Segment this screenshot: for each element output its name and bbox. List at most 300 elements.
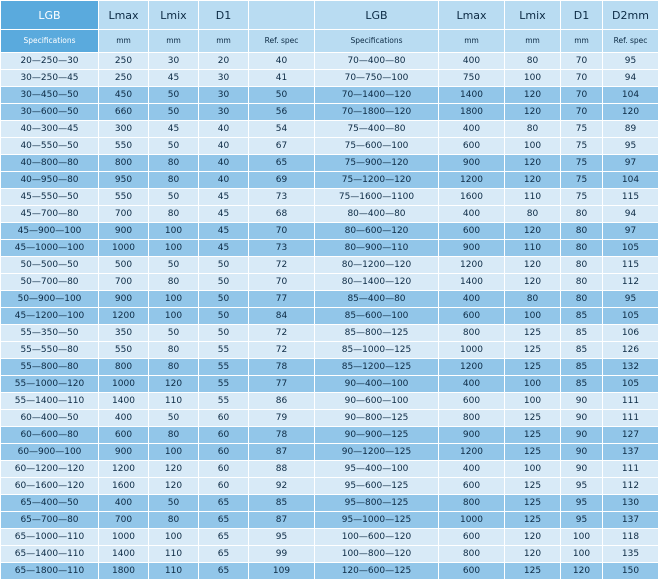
cell-d1-right: 80 xyxy=(561,223,603,240)
cell-lmix-left: 100 xyxy=(149,529,199,546)
cell-d1-right: 80 xyxy=(561,240,603,257)
cell-d2-right: 105 xyxy=(603,240,659,257)
cell-d2-right: 95 xyxy=(603,291,659,308)
table-row xyxy=(1,376,659,393)
cell-lgb-left: 55—1400—110 xyxy=(1,393,99,410)
cell-d1-left: 50 xyxy=(199,291,249,308)
cell-d1-left: 55 xyxy=(199,342,249,359)
subheader-ref-right: Ref. spec xyxy=(603,30,659,53)
cell-lmax-right: 600 xyxy=(439,478,505,495)
cell-lmax-right: 600 xyxy=(439,393,505,410)
cell-lmax-left: 600 xyxy=(99,427,149,444)
cell-lmax-right: 1000 xyxy=(439,342,505,359)
cell-lmax-right: 900 xyxy=(439,427,505,444)
table-row xyxy=(1,121,659,138)
cell-ref-left: 78 xyxy=(249,427,315,444)
cell-lgb-right: 100—600—120 xyxy=(315,529,439,546)
cell-d1-right: 70 xyxy=(561,87,603,104)
cell-lmax-right: 600 xyxy=(439,529,505,546)
cell-lgb-left: 65—1000—110 xyxy=(1,529,99,546)
cell-ref-left: 70 xyxy=(249,274,315,291)
cell-lmix-left: 100 xyxy=(149,240,199,257)
cell-d1-right: 120 xyxy=(561,563,603,580)
cell-lmix-right: 125 xyxy=(505,410,561,427)
cell-lmax-right: 1800 xyxy=(439,104,505,121)
cell-d1-right: 75 xyxy=(561,138,603,155)
cell-d1-left: 65 xyxy=(199,529,249,546)
cell-lmax-left: 1400 xyxy=(99,546,149,563)
cell-ref-left: 85 xyxy=(249,495,315,512)
cell-lgb-left: 60—1600—120 xyxy=(1,478,99,495)
cell-d1-left: 30 xyxy=(199,87,249,104)
cell-lmix-right: 125 xyxy=(505,563,561,580)
cell-d2-right: 105 xyxy=(603,376,659,393)
cell-lgb-left: 60—400—50 xyxy=(1,410,99,427)
cell-lgb-left: 60—1200—120 xyxy=(1,461,99,478)
cell-lmax-left: 550 xyxy=(99,138,149,155)
cell-ref-left: 68 xyxy=(249,206,315,223)
cell-lgb-right: 75—600—100 xyxy=(315,138,439,155)
cell-lmax-left: 400 xyxy=(99,410,149,427)
header-d2-right: D2mm xyxy=(603,1,659,30)
cell-lmix-left: 120 xyxy=(149,461,199,478)
cell-d2-right: 135 xyxy=(603,546,659,563)
cell-d1-left: 45 xyxy=(199,240,249,257)
cell-lgb-right: 100—800—120 xyxy=(315,546,439,563)
cell-lmix-right: 110 xyxy=(505,189,561,206)
cell-lmix-left: 30 xyxy=(149,53,199,70)
cell-lmax-right: 1400 xyxy=(439,87,505,104)
table-row xyxy=(1,257,659,274)
cell-d1-right: 75 xyxy=(561,189,603,206)
cell-ref-left: 73 xyxy=(249,189,315,206)
cell-ref-left: 77 xyxy=(249,291,315,308)
cell-d2-right: 111 xyxy=(603,410,659,427)
cell-lmix-left: 50 xyxy=(149,257,199,274)
cell-d1-left: 65 xyxy=(199,563,249,580)
table-row xyxy=(1,189,659,206)
cell-ref-left: 87 xyxy=(249,512,315,529)
cell-d1-right: 75 xyxy=(561,121,603,138)
cell-d2-right: 95 xyxy=(603,138,659,155)
cell-ref-left: 72 xyxy=(249,342,315,359)
cell-lmax-right: 750 xyxy=(439,70,505,87)
subheader-spec-left: Specifications xyxy=(1,30,99,53)
table-row xyxy=(1,104,659,121)
cell-d2-right: 120 xyxy=(603,104,659,121)
cell-ref-left: 77 xyxy=(249,376,315,393)
cell-lgb-right: 80—1400—120 xyxy=(315,274,439,291)
cell-lmax-left: 550 xyxy=(99,342,149,359)
cell-lmix-right: 120 xyxy=(505,172,561,189)
cell-lgb-left: 55—1000—120 xyxy=(1,376,99,393)
subheader-unit-d1-right: mm xyxy=(561,30,603,53)
cell-lmax-right: 400 xyxy=(439,376,505,393)
cell-lgb-left: 55—800—80 xyxy=(1,359,99,376)
cell-lmax-right: 1400 xyxy=(439,274,505,291)
cell-d1-right: 95 xyxy=(561,478,603,495)
cell-lmix-left: 120 xyxy=(149,478,199,495)
cell-d1-right: 85 xyxy=(561,325,603,342)
cell-lgb-right: 120—600—125 xyxy=(315,563,439,580)
cell-lmix-right: 110 xyxy=(505,240,561,257)
cell-d2-right: 106 xyxy=(603,325,659,342)
header-d1-left: D1 xyxy=(199,1,249,30)
cell-lmax-left: 500 xyxy=(99,257,149,274)
cell-lmix-right: 125 xyxy=(505,427,561,444)
header-lmax-left: Lmax xyxy=(99,1,149,30)
cell-d1-left: 20 xyxy=(199,53,249,70)
cell-d1-left: 50 xyxy=(199,257,249,274)
cell-lgb-left: 40—800—80 xyxy=(1,155,99,172)
cell-d1-left: 45 xyxy=(199,206,249,223)
table-row xyxy=(1,393,659,410)
cell-lgb-right: 95—600—125 xyxy=(315,478,439,495)
cell-lmax-left: 900 xyxy=(99,444,149,461)
header-lgb-right: LGB xyxy=(315,1,439,30)
cell-lmix-left: 100 xyxy=(149,223,199,240)
cell-lmax-left: 1200 xyxy=(99,308,149,325)
subheader-spec-right: Specifications xyxy=(315,30,439,53)
cell-lmax-left: 660 xyxy=(99,104,149,121)
cell-lmix-left: 110 xyxy=(149,563,199,580)
cell-d1-left: 60 xyxy=(199,410,249,427)
cell-lmax-left: 1200 xyxy=(99,461,149,478)
cell-d1-right: 70 xyxy=(561,104,603,121)
cell-ref-left: 99 xyxy=(249,546,315,563)
table-row xyxy=(1,240,659,257)
cell-lgb-right: 80—600—120 xyxy=(315,223,439,240)
cell-d1-right: 85 xyxy=(561,342,603,359)
subheader-ref-left: Ref. spec xyxy=(249,30,315,53)
cell-lmix-left: 110 xyxy=(149,546,199,563)
cell-d1-left: 60 xyxy=(199,478,249,495)
cell-lmax-right: 1000 xyxy=(439,512,505,529)
cell-d2-right: 95 xyxy=(603,53,659,70)
cell-d1-right: 70 xyxy=(561,70,603,87)
cell-ref-left: 56 xyxy=(249,104,315,121)
cell-ref-left: 88 xyxy=(249,461,315,478)
table-row xyxy=(1,172,659,189)
cell-lmax-right: 900 xyxy=(439,155,505,172)
table-row xyxy=(1,427,659,444)
cell-lmix-right: 80 xyxy=(505,206,561,223)
cell-lmix-left: 80 xyxy=(149,172,199,189)
cell-lmax-right: 400 xyxy=(439,291,505,308)
cell-lgb-right: 75—1600—1100 xyxy=(315,189,439,206)
cell-d1-right: 75 xyxy=(561,172,603,189)
cell-lmax-left: 950 xyxy=(99,172,149,189)
cell-lmix-left: 80 xyxy=(149,359,199,376)
cell-lgb-right: 85—400—80 xyxy=(315,291,439,308)
cell-lmax-left: 900 xyxy=(99,291,149,308)
cell-lmax-left: 250 xyxy=(99,70,149,87)
cell-lgb-right: 85—1000—125 xyxy=(315,342,439,359)
cell-lmax-right: 800 xyxy=(439,410,505,427)
cell-d2-right: 126 xyxy=(603,342,659,359)
cell-ref-left: 86 xyxy=(249,393,315,410)
cell-d2-right: 111 xyxy=(603,461,659,478)
cell-lmix-left: 80 xyxy=(149,274,199,291)
cell-d2-right: 130 xyxy=(603,495,659,512)
table-row xyxy=(1,478,659,495)
cell-ref-left: 72 xyxy=(249,257,315,274)
cell-lmix-right: 100 xyxy=(505,376,561,393)
cell-d1-right: 75 xyxy=(561,155,603,172)
cell-d2-right: 137 xyxy=(603,512,659,529)
cell-lmix-right: 120 xyxy=(505,257,561,274)
cell-ref-left: 79 xyxy=(249,410,315,427)
cell-d2-right: 89 xyxy=(603,121,659,138)
cell-lgb-left: 55—550—80 xyxy=(1,342,99,359)
cell-lmix-left: 100 xyxy=(149,291,199,308)
cell-lgb-right: 80—400—80 xyxy=(315,206,439,223)
cell-lgb-left: 40—300—45 xyxy=(1,121,99,138)
cell-d1-left: 55 xyxy=(199,359,249,376)
cell-d2-right: 97 xyxy=(603,155,659,172)
header-d1-right: D1 xyxy=(561,1,603,30)
table-row xyxy=(1,87,659,104)
table-row xyxy=(1,70,659,87)
cell-d2-right: 111 xyxy=(603,393,659,410)
cell-lmix-right: 80 xyxy=(505,291,561,308)
cell-lgb-right: 90—900—125 xyxy=(315,427,439,444)
cell-lmix-left: 45 xyxy=(149,70,199,87)
cell-d1-left: 30 xyxy=(199,104,249,121)
cell-d2-right: 132 xyxy=(603,359,659,376)
cell-lmix-right: 100 xyxy=(505,393,561,410)
cell-lmix-left: 100 xyxy=(149,308,199,325)
table-row xyxy=(1,138,659,155)
cell-d1-right: 80 xyxy=(561,274,603,291)
cell-lmix-right: 125 xyxy=(505,478,561,495)
cell-d2-right: 150 xyxy=(603,563,659,580)
cell-lmix-right: 120 xyxy=(505,223,561,240)
cell-lmix-left: 50 xyxy=(149,325,199,342)
cell-d2-right: 115 xyxy=(603,257,659,274)
cell-lgb-left: 20—250—30 xyxy=(1,53,99,70)
cell-lmix-left: 100 xyxy=(149,444,199,461)
cell-d1-right: 80 xyxy=(561,291,603,308)
cell-ref-left: 87 xyxy=(249,444,315,461)
table-row xyxy=(1,410,659,427)
cell-d1-left: 60 xyxy=(199,461,249,478)
cell-ref-left: 78 xyxy=(249,359,315,376)
cell-lgb-left: 45—1000—100 xyxy=(1,240,99,257)
cell-lgb-right: 90—800—125 xyxy=(315,410,439,427)
subheader-unit-lmix-left: mm xyxy=(149,30,199,53)
cell-lmax-right: 800 xyxy=(439,546,505,563)
cell-lmax-right: 400 xyxy=(439,121,505,138)
cell-lmax-right: 600 xyxy=(439,223,505,240)
header-lmix-left: Lmix xyxy=(149,1,199,30)
cell-lgb-right: 70—1400—120 xyxy=(315,87,439,104)
table-row xyxy=(1,359,659,376)
table-row xyxy=(1,206,659,223)
cell-lmix-right: 125 xyxy=(505,444,561,461)
cell-lgb-right: 85—800—125 xyxy=(315,325,439,342)
cell-lmix-left: 45 xyxy=(149,121,199,138)
cell-lgb-left: 60—900—100 xyxy=(1,444,99,461)
cell-lmax-left: 1800 xyxy=(99,563,149,580)
cell-lgb-right: 80—1200—120 xyxy=(315,257,439,274)
cell-ref-left: 67 xyxy=(249,138,315,155)
cell-lgb-right: 90—400—100 xyxy=(315,376,439,393)
cell-lmix-right: 120 xyxy=(505,104,561,121)
cell-lgb-left: 65—400—50 xyxy=(1,495,99,512)
cell-lgb-right: 90—600—100 xyxy=(315,393,439,410)
subheader-unit-lmix-right: mm xyxy=(505,30,561,53)
cell-lmix-left: 50 xyxy=(149,138,199,155)
cell-lmax-right: 800 xyxy=(439,495,505,512)
cell-lmax-right: 400 xyxy=(439,53,505,70)
cell-lmix-right: 125 xyxy=(505,359,561,376)
cell-lmax-left: 700 xyxy=(99,512,149,529)
table-row xyxy=(1,342,659,359)
cell-lmix-left: 80 xyxy=(149,512,199,529)
cell-lmax-right: 800 xyxy=(439,325,505,342)
cell-d1-left: 30 xyxy=(199,70,249,87)
cell-lgb-left: 60—600—80 xyxy=(1,427,99,444)
cell-d1-left: 65 xyxy=(199,546,249,563)
header-ref-left xyxy=(249,1,315,30)
cell-lgb-left: 65—1400—110 xyxy=(1,546,99,563)
cell-lgb-left: 50—500—50 xyxy=(1,257,99,274)
cell-lmax-left: 1000 xyxy=(99,376,149,393)
cell-d2-right: 118 xyxy=(603,529,659,546)
cell-lmax-right: 600 xyxy=(439,138,505,155)
cell-lmix-left: 50 xyxy=(149,189,199,206)
cell-d1-right: 100 xyxy=(561,529,603,546)
cell-lmax-left: 1600 xyxy=(99,478,149,495)
cell-lmix-right: 120 xyxy=(505,529,561,546)
table-body xyxy=(1,53,659,580)
cell-d1-left: 40 xyxy=(199,138,249,155)
cell-lmax-left: 1000 xyxy=(99,529,149,546)
cell-d1-left: 45 xyxy=(199,189,249,206)
cell-lmix-left: 50 xyxy=(149,410,199,427)
cell-ref-left: 40 xyxy=(249,53,315,70)
cell-lmix-right: 100 xyxy=(505,70,561,87)
cell-lgb-left: 65—1800—110 xyxy=(1,563,99,580)
cell-lmix-right: 120 xyxy=(505,274,561,291)
cell-d1-left: 60 xyxy=(199,444,249,461)
cell-lmix-right: 120 xyxy=(505,546,561,563)
cell-lmax-right: 1200 xyxy=(439,359,505,376)
cell-lgb-right: 95—800—125 xyxy=(315,495,439,512)
cell-d2-right: 105 xyxy=(603,308,659,325)
cell-lmax-right: 900 xyxy=(439,240,505,257)
cell-lmax-left: 450 xyxy=(99,87,149,104)
cell-d1-right: 80 xyxy=(561,257,603,274)
cell-lgb-right: 90—1200—125 xyxy=(315,444,439,461)
cell-lmix-right: 100 xyxy=(505,138,561,155)
cell-lgb-left: 45—550—50 xyxy=(1,189,99,206)
cell-lgb-left: 50—900—100 xyxy=(1,291,99,308)
cell-lmix-right: 80 xyxy=(505,121,561,138)
cell-lgb-left: 45—900—100 xyxy=(1,223,99,240)
cell-lgb-left: 40—950—80 xyxy=(1,172,99,189)
cell-lmix-left: 80 xyxy=(149,342,199,359)
table-row xyxy=(1,546,659,563)
table-row xyxy=(1,563,659,580)
cell-lmax-left: 800 xyxy=(99,359,149,376)
header-row xyxy=(1,1,659,30)
cell-ref-left: 41 xyxy=(249,70,315,87)
table-row xyxy=(1,512,659,529)
cell-d1-right: 80 xyxy=(561,206,603,223)
cell-d1-left: 50 xyxy=(199,325,249,342)
cell-lmax-right: 600 xyxy=(439,308,505,325)
cell-lgb-right: 75—900—120 xyxy=(315,155,439,172)
table-row xyxy=(1,53,659,70)
cell-lgb-right: 75—400—80 xyxy=(315,121,439,138)
cell-lgb-left: 65—700—80 xyxy=(1,512,99,529)
subheader-unit-d1-left: mm xyxy=(199,30,249,53)
cell-lgb-right: 85—1200—125 xyxy=(315,359,439,376)
cell-d1-left: 50 xyxy=(199,274,249,291)
cell-d1-left: 40 xyxy=(199,121,249,138)
cell-lmix-left: 80 xyxy=(149,155,199,172)
cell-d1-right: 70 xyxy=(561,53,603,70)
cell-lmix-right: 125 xyxy=(505,512,561,529)
cell-lmax-left: 250 xyxy=(99,53,149,70)
cell-lmix-left: 110 xyxy=(149,393,199,410)
cell-lmax-right: 1200 xyxy=(439,257,505,274)
cell-ref-left: 92 xyxy=(249,478,315,495)
cell-d1-left: 65 xyxy=(199,512,249,529)
cell-lmix-right: 120 xyxy=(505,155,561,172)
cell-lgb-left: 30—600—50 xyxy=(1,104,99,121)
cell-lmax-left: 550 xyxy=(99,189,149,206)
cell-ref-left: 73 xyxy=(249,240,315,257)
cell-lgb-left: 55—350—50 xyxy=(1,325,99,342)
cell-lmax-right: 1600 xyxy=(439,189,505,206)
header-lmax-right: Lmax xyxy=(439,1,505,30)
cell-lmix-left: 120 xyxy=(149,376,199,393)
cell-d1-left: 60 xyxy=(199,427,249,444)
table-row xyxy=(1,495,659,512)
table-row xyxy=(1,461,659,478)
cell-lmax-right: 400 xyxy=(439,206,505,223)
cell-lmix-left: 50 xyxy=(149,495,199,512)
table-row xyxy=(1,291,659,308)
cell-d1-right: 90 xyxy=(561,393,603,410)
cell-ref-left: 70 xyxy=(249,223,315,240)
cell-lgb-right: 85—600—100 xyxy=(315,308,439,325)
cell-ref-left: 50 xyxy=(249,87,315,104)
cell-d1-right: 85 xyxy=(561,359,603,376)
cell-d1-left: 45 xyxy=(199,223,249,240)
cell-d1-right: 85 xyxy=(561,308,603,325)
cell-d1-right: 85 xyxy=(561,376,603,393)
cell-lgb-right: 80—900—110 xyxy=(315,240,439,257)
cell-d2-right: 97 xyxy=(603,223,659,240)
cell-d2-right: 127 xyxy=(603,427,659,444)
cell-lmax-left: 800 xyxy=(99,155,149,172)
cell-lgb-left: 45—700—80 xyxy=(1,206,99,223)
cell-d2-right: 94 xyxy=(603,206,659,223)
cell-lmix-left: 80 xyxy=(149,206,199,223)
cell-lgb-right: 75—1200—120 xyxy=(315,172,439,189)
cell-d2-right: 104 xyxy=(603,172,659,189)
subheader-unit-lmax-left: mm xyxy=(99,30,149,53)
cell-d1-left: 40 xyxy=(199,155,249,172)
table-row xyxy=(1,444,659,461)
cell-lmix-left: 80 xyxy=(149,427,199,444)
table-row xyxy=(1,274,659,291)
cell-lmax-left: 900 xyxy=(99,223,149,240)
